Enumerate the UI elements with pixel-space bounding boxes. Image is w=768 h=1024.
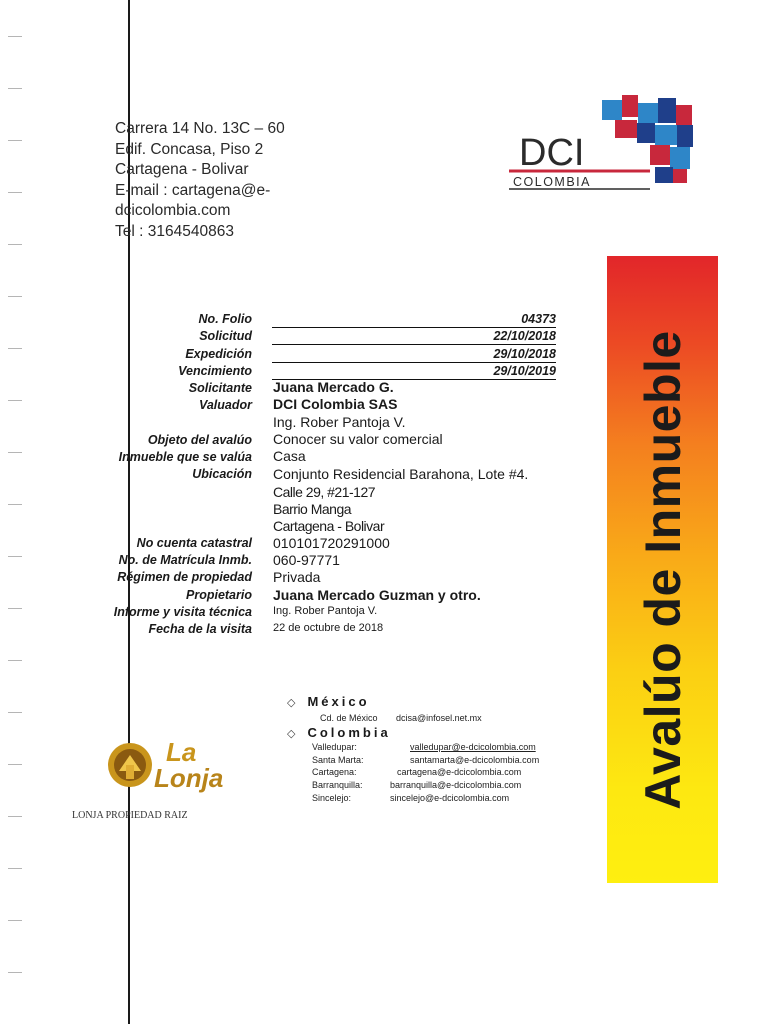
fecha-visita-label: Fecha de la visita: [148, 622, 252, 636]
contact-city: Valledupar:: [312, 742, 357, 752]
logo-sub-text: COLOMBIA: [513, 175, 591, 189]
contact-email: sincelejo@e-dcicolombia.com: [390, 793, 510, 803]
catastral-value: 010101720291000: [273, 535, 390, 551]
contact-email: dcisa@infosel.net.mx: [396, 713, 482, 723]
band-title: Avalúo de Inmueble: [634, 329, 691, 810]
solicitud-label: Solicitud: [199, 329, 252, 343]
lonja-la-text: La: [166, 737, 197, 767]
inmueble-value: Casa: [273, 448, 306, 464]
valuador-value: DCI Colombia SAS: [273, 396, 398, 412]
address-line: E-mail : cartagena@e-: [115, 181, 271, 199]
fecha-visita-value: 22 de octubre de 2018: [273, 622, 384, 634]
ubicacion-line: Conjunto Residencial Barahona, Lote #4.: [273, 466, 529, 482]
matricula-value: 060-97771: [273, 552, 340, 568]
ubicacion-label: Ubicación: [192, 467, 252, 481]
solicitud-line: [272, 344, 556, 345]
contact-email: santamarta@e-dcicolombia.com: [410, 755, 540, 765]
la-lonja-logo: [100, 735, 235, 795]
regimen-label: Régimen de propiedad: [117, 570, 252, 584]
diamond-bullet-icon: ◇: [287, 728, 296, 740]
contact-city: Cd. de México: [320, 713, 378, 723]
propietario-label: Propietario: [186, 588, 252, 602]
expedicion-line: [272, 362, 556, 363]
propietario-value: Juana Mercado Guzman y otro.: [273, 587, 481, 603]
folio-value: 04373: [521, 312, 556, 326]
contact-city: Barranquilla:: [312, 780, 363, 790]
contact-city: Cartagena:: [312, 767, 357, 777]
contact-email: cartagena@e-dcicolombia.com: [397, 767, 522, 777]
dci-colombia-logo: [505, 95, 720, 195]
ubicacion-line: Barrio Manga: [273, 501, 352, 517]
ubicacion-line: Cartagena - Bolivar: [273, 518, 385, 534]
expedicion-label: Expedición: [185, 347, 252, 361]
address-line: Tel : 3164540863: [115, 222, 234, 240]
address-line: dcicolombia.com: [115, 202, 231, 219]
address-line: Cartagena - Bolivar: [115, 161, 249, 178]
objeto-value: Conocer su valor comercial: [273, 431, 443, 447]
office-address: [115, 119, 285, 242]
diamond-bullet-icon: ◇: [287, 697, 296, 709]
valuador-engineer: Ing. Rober Pantoja V.: [273, 414, 406, 430]
contact-email: barranquilla@e-dcicolombia.com: [390, 780, 522, 790]
solicitud-value: 22/10/2018: [493, 329, 556, 343]
solicitante-value: Juana Mercado G.: [273, 379, 394, 395]
contact-email: valledupar@e-dcicolombia.com: [410, 742, 536, 752]
vencimiento-value: 29/10/2019: [493, 364, 556, 378]
address-line: Carrera 14 No. 13C – 60: [115, 120, 285, 137]
logo-main-text: DCI: [519, 132, 585, 174]
country-mexico-label: México: [307, 694, 370, 709]
folio-label: No. Folio: [198, 312, 252, 326]
country-colombia-label: Colombia: [307, 725, 391, 740]
solicitante-label: Solicitante: [188, 381, 252, 395]
objeto-label: Objeto del avalúo: [147, 433, 252, 447]
valuador-label: Valuador: [198, 398, 252, 412]
vencimiento-label: Vencimiento: [178, 364, 252, 378]
country-mexico: [287, 694, 370, 709]
regimen-value: Privada: [273, 569, 321, 585]
ubicacion-line: Calle 29, #21-127: [273, 484, 376, 500]
expedicion-value: 29/10/2018: [493, 347, 556, 361]
informe-label: Informe y visita técnica: [113, 605, 252, 619]
country-colombia: [287, 725, 391, 740]
lonja-caption: LONJA PROPIEDAD RAIZ: [72, 810, 188, 821]
matricula-label: No. de Matrícula Inmb.: [118, 553, 252, 567]
informe-value: Ing. Rober Pantoja V.: [273, 605, 378, 617]
contact-city: Sincelejo:: [312, 793, 352, 803]
address-line: Edif. Concasa, Piso 2: [115, 140, 264, 158]
lonja-lonja-text: Lonja: [154, 763, 224, 793]
avaluo-side-band: [607, 256, 718, 883]
folio-line: [272, 327, 556, 328]
catastral-label: No cuenta catastral: [136, 536, 252, 550]
contact-city: Santa Marta:: [312, 755, 364, 765]
inmueble-label: Inmueble que se valúa: [118, 450, 252, 464]
